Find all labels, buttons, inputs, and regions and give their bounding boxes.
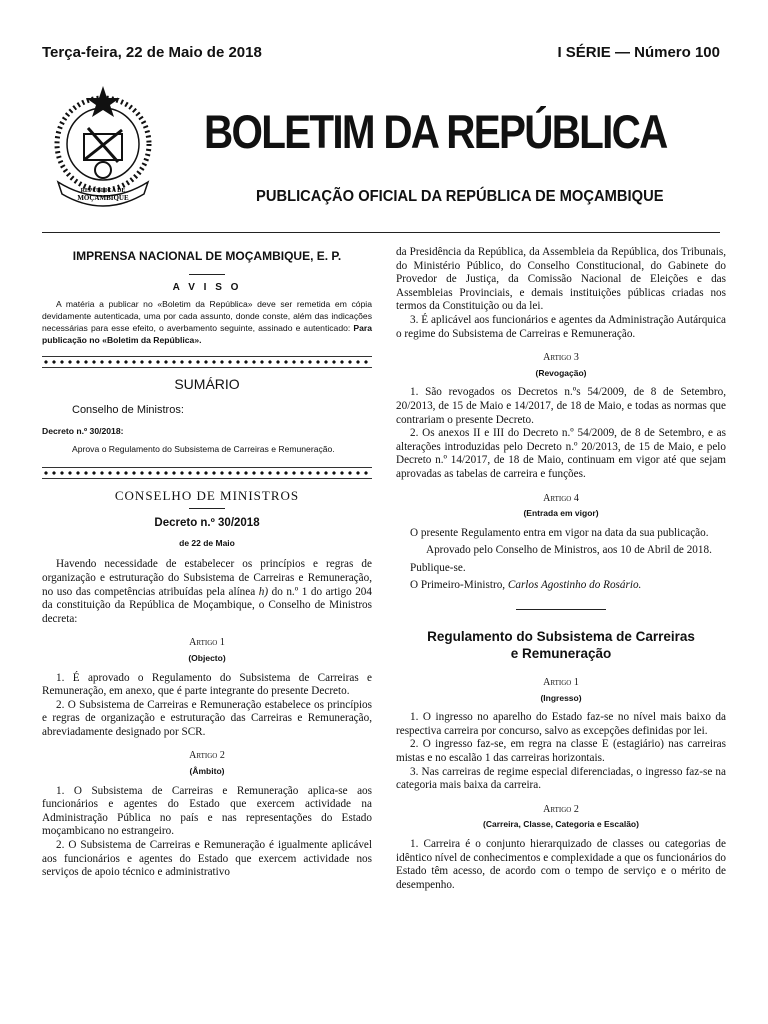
national-emblem [44,82,162,212]
approval-line: Aprovado pelo Conselho de Ministros, aos 10 de Abril de 2018. [426,544,712,557]
header-rule [42,232,720,233]
article-title: Artigo 1 [543,677,579,689]
dotted-divider [42,356,372,368]
article-subtitle: (Objecto) [188,652,226,663]
paragraph: 2. O Subsistema de Carreiras e Remuneração é igualmente aplicável aos funcionários e agentes do Estado que exercem actividade nos serviços de apoio técnico e administrativo [42,839,372,879]
svg-text:MOÇAMBIQUE: MOÇAMBIQUE [77,194,129,202]
issue-date: Terça-feira, 22 de Maio de 2018 [42,44,262,61]
article-subtitle: (Carreira, Classe, Categoria e Escalão) [483,819,639,830]
decreto-title: Decreto n.º 30/2018 [154,517,260,530]
paragraph: 3. Nas carreiras de regime especial diferenciadas, o ingresso faz-se na categoria mais baixa da carreira. [396,765,726,792]
masthead-subtitle: PUBLICAÇÃO OFICIAL DA REPÚBLICA DE MOÇAMBIQUE [256,188,664,205]
aviso-heading: A V I S O [172,281,242,293]
decreto-date: de 22 de Maio [179,537,235,548]
article-title: Artigo 3 [543,352,579,364]
conselho-heading: CONSELHO DE MINISTROS [114,487,300,503]
divider [516,609,606,610]
regulamento-title: Regulamento do Subsistema de Carreiras e Remuneração [427,629,695,662]
emblem-icon [44,82,162,212]
article-title: Artigo 2 [189,750,225,762]
paragraph: 1. Carreira é o conjunto hierarquizado de classes ou categorias de idêntico nível de conhecimentos e complexidade a que os funcionários do Estado têm acesso, de acordo com o tempo de serviço e o mérito de desempenho. [396,838,726,891]
paragraph: 2. O ingresso faz-se, em regra na classe E (estagiário) nas carreiras mistas e no escalão 1 das carreiras horizontais. [396,738,726,765]
article-subtitle: (Âmbito) [189,766,225,777]
paragraph: da Presidência da República, da Assembleia da República, dos Tribunais, do Ministério Público, do Conselho Constitucional, do Gabinete do Provedor de Justiça, da Comissão Nacional de Eleições e das Assembleias Provinciais, e demais instituições públicas criadas nos termos da Constituição ou da lei. [396,246,726,313]
article-subtitle: (Entrada em vigor) [523,508,599,519]
sumario-decreto: Decreto n.º 30/2018: [42,426,124,437]
paragraph: 1. É aprovado o Regulamento do Subsistema de Carreiras e Remuneração, em anexo, que é parte integrante do presente Decreto. [42,671,372,698]
paragraph: O presente Regulamento entra em vigor na data da sua publicação. [410,526,709,539]
divider [189,274,225,275]
paragraph: 2. Os anexos II e III do Decreto n.º 54/2009, de 8 de Setembro, e as alterações introduzidas pelo Decreto n.º 20/2013, de 15 de Maio, e pelo Decreto n.º 14/2017, de 18 de Maio, continuam em vigor até que sejam aprovadas as tabelas de carreira e funções. [396,427,726,480]
article-title: Artigo 1 [189,637,225,649]
issue-series: I SÉRIE — Número 100 [557,44,720,61]
signature-line: O Primeiro-Ministro, Carlos Agostinho do Rosário. [410,579,642,592]
paragraph: 1. O Subsistema de Carreiras e Remuneração aplica-se aos funcionários e agentes do Estado que exercem actividade na Administração Pública no país e nas representações do Estado moçambicano no estrangeiro. [42,784,372,838]
publique-line: Publique-se. [410,561,466,574]
paragraph: 3. É aplicável aos funcionários e agentes da Administração Autárquica o regime do Subsistema de Carreiras e Remuneração. [396,313,726,340]
article-subtitle: (Revogação) [535,367,587,378]
aviso-text: A matéria a publicar no «Boletim da República» deve ser remetida em cópia devidamente autenticada, uma por cada assunto, donde conste, além das indicações necessárias para esse efeito, o averbamento seguinte, assinado e autenticado: Para publicação no «Boletim da República». [42,299,372,346]
paragraph: 1. O ingresso no aparelho do Estado faz-se no nível mais baixo da respectiva carreira por concurso, salvo as excepções definidas por lei. [396,711,726,737]
sumario-organ: Conselho de Ministros: [72,403,184,416]
left-column [42,246,372,880]
dotted-divider [42,467,372,479]
sumario-heading: SUMÁRIO [174,376,240,393]
article-title: Artigo 4 [543,492,579,504]
article-subtitle: (Ingresso) [540,692,582,703]
paragraph: 2. O Subsistema de Carreiras e Remuneração estabelece os princípios e regras de organização e estruturação das Carreiras e Remuneração, abreviadamente designado por SCR. [42,698,372,738]
paragraph: 1. São revogados os Decretos n.ºs 54/2009, de 8 de Setembro, 20/2013, de 15 de Maio e 14/2017, de 18 de Maio, e todas as normas que contrariam o presente Decreto. [396,386,726,426]
preamble: Havendo necessidade de estabelecer os princípios e regras de organização e estruturação do Subsistema de Carreiras e Remuneração, no uso das competências atribuídas pela alínea h) do n.º 1 do artigo 204 da constituição da República de Moçambique, o Conselho de Ministros decreta: [42,558,372,625]
masthead-title: BOLETIM DA REPÚBLICA [204,105,667,158]
imprensa-heading: IMPRENSA NACIONAL DE MOÇAMBIQUE, E. P. [72,249,342,263]
right-column [396,246,726,892]
divider [189,508,225,509]
svg-text:REPÚBLICA DE: REPÚBLICA DE [80,188,126,194]
sumario-description: Aprova o Regulamento do Subsistema de Carreiras e Remuneração. [72,443,335,454]
page-header [42,44,720,61]
article-title: Artigo 2 [543,803,579,815]
